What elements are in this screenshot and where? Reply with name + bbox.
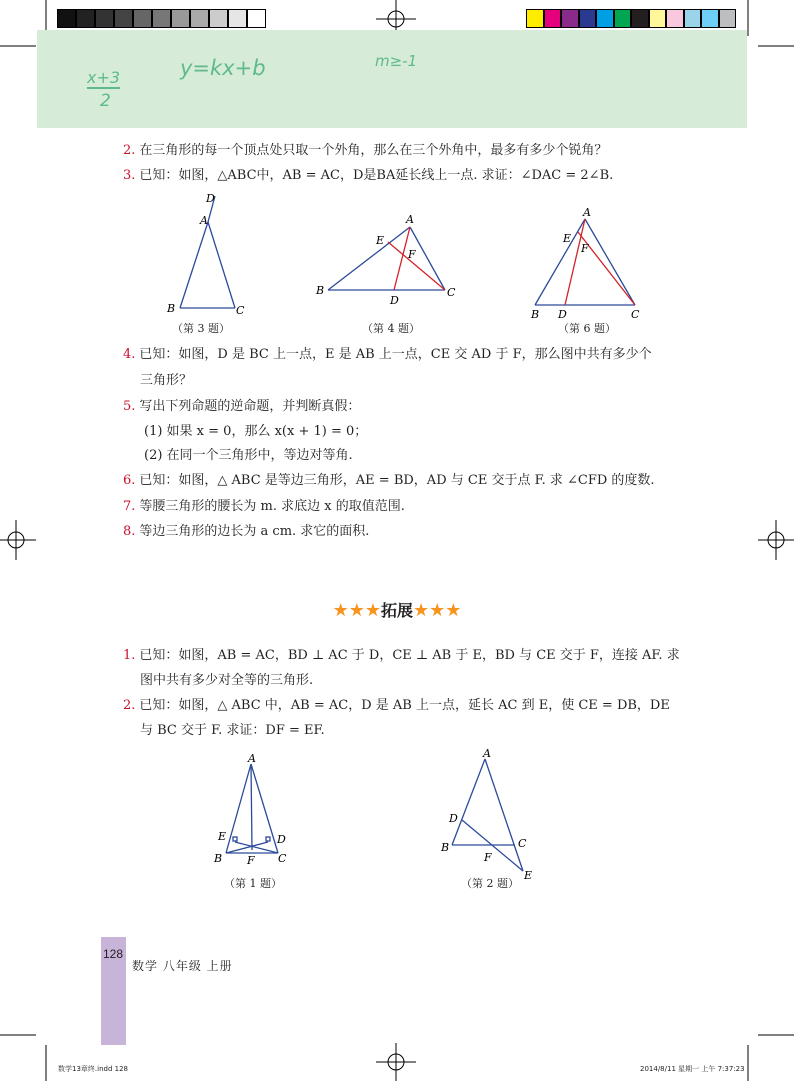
label-A: A [248, 752, 256, 765]
figure-6-caption: （第 6 题） [558, 322, 616, 335]
problem-8 [123, 523, 369, 541]
book-title-footer: 数学 八年级 上册 [132, 959, 233, 973]
page-number-tab [101, 937, 126, 1045]
label-C: C [278, 852, 287, 865]
banner-formula-fraction-top: x+3 [87, 68, 121, 87]
color-swatch [596, 9, 614, 28]
label-F: F [484, 851, 492, 864]
banner-formula-linear: y=kx+b [180, 56, 266, 80]
extension-section-title [0, 598, 794, 621]
label-C: C [447, 286, 456, 299]
problem-5-part-2: (2) 在同一个三角形中，等边对等角. [144, 448, 353, 463]
problem-number: 7. [123, 499, 136, 514]
problem-4 [123, 346, 652, 364]
header-banner [37, 30, 747, 128]
problem-number: 1. [123, 648, 136, 663]
problem-5 [123, 398, 360, 416]
color-swatch [95, 9, 114, 28]
label-B: B [214, 852, 223, 865]
banner-formula-fraction-bottom: 2 [100, 91, 111, 111]
color-swatch [579, 9, 597, 28]
problem-number: 2. [123, 143, 136, 158]
color-swatch [561, 9, 579, 28]
problem-number: 6. [123, 473, 136, 488]
problem-text: 写出下列命题的逆命题，并判断真假： [139, 399, 361, 414]
color-swatch [228, 9, 247, 28]
problem-5-part-1: (1) 如果 x = 0，那么 x(x + 1) = 0； [144, 424, 368, 439]
color-swatch [152, 9, 171, 28]
problem-text: 等腰三角形的腰长为 m. 求底边 x 的取值范围. [139, 499, 405, 514]
color-swatch [631, 9, 649, 28]
slug-date-info: 2014/8/11 星期一 上午 7:37:23 [640, 1065, 745, 1073]
extension-problem-1-continued: 图中共有多少对全等的三角形. [140, 673, 314, 688]
page-number: 128 [103, 947, 124, 961]
label-D: D [390, 294, 399, 307]
problem-3 [123, 167, 613, 185]
label-E: E [524, 869, 533, 882]
color-swatch [649, 9, 667, 28]
color-swatch [114, 9, 133, 28]
star-icon: ★★★ [413, 600, 462, 621]
extension-problem-2 [123, 697, 670, 715]
star-icon: ★★★ [332, 600, 381, 621]
problem-number: 3. [123, 168, 136, 183]
figure-3-caption: （第 3 题） [172, 322, 230, 335]
color-swatch [190, 9, 209, 28]
problem-text: 已知：如图，△ABC中，AB = AC，D是BA延长线上一点. 求证：∠DAC = 2∠B. [139, 168, 614, 183]
color-swatch [614, 9, 632, 28]
color-swatch [544, 9, 562, 28]
label-D: D [277, 833, 286, 846]
color-swatch [247, 9, 266, 28]
label-E: E [563, 232, 572, 245]
label-A: A [583, 206, 591, 219]
figure-4-caption: （第 4 题） [362, 322, 420, 335]
label-B: B [167, 302, 176, 315]
extension-figure-2-caption: （第 2 题） [461, 877, 519, 890]
label-B: B [316, 284, 325, 297]
slug-file-info: 数学13章终.indd 128 [58, 1065, 128, 1073]
problem-text: 已知：如图，D 是 BC 上一点，E 是 AB 上一点，CE 交 AD 于 F，那么图中共有多少个 [139, 347, 652, 362]
color-swatch [57, 9, 76, 28]
label-A: A [200, 214, 208, 227]
figure-3-triangle [160, 190, 260, 320]
color-swatch [526, 9, 544, 28]
extension-figure-1-caption: （第 1 题） [224, 877, 282, 890]
figure-6-triangle [525, 205, 650, 320]
label-C: C [631, 308, 640, 320]
color-swatch [76, 9, 95, 28]
color-swatch [719, 9, 737, 28]
label-A: A [483, 747, 491, 760]
label-B: B [441, 841, 450, 854]
problem-4-continued: 三角形？ [140, 373, 193, 388]
color-swatch [133, 9, 152, 28]
problem-2 [123, 142, 607, 160]
label-F: F [581, 242, 589, 255]
extension-figure-1 [205, 750, 300, 870]
label-E: E [376, 234, 385, 247]
problem-text: 已知：如图，AB = AC，BD ⊥ AC 于 D，CE ⊥ AB 于 E，BD 与 CE 交于 F，连接 AF. 求 [139, 648, 680, 663]
color-swatch [171, 9, 190, 28]
problem-7 [123, 498, 405, 516]
label-D: D [206, 192, 215, 205]
label-A: A [406, 213, 414, 226]
figure-4-triangle [310, 210, 470, 315]
problem-number: 5. [123, 399, 136, 414]
problem-6 [123, 472, 655, 490]
extension-problem-2-continued: 与 BC 交于 F. 求证：DF = EF. [140, 723, 325, 738]
problem-number: 4. [123, 347, 136, 362]
extension-problem-1 [123, 647, 680, 665]
label-D: D [449, 812, 458, 825]
label-F: F [247, 854, 255, 867]
problem-text: 在三角形的每一个顶点处只取一个外角，那么在三个外角中，最多有多少个锐角？ [139, 143, 608, 158]
problem-text: 已知：如图，△ ABC 中，AB = AC，D 是 AB 上一点，延长 AC 到 E，使 CE = DB，DE [139, 698, 670, 713]
color-swatch [701, 9, 719, 28]
extension-title-text: 拓展 [380, 601, 413, 620]
label-F: F [408, 248, 416, 261]
color-swatch [209, 9, 228, 28]
problem-number: 2. [123, 698, 136, 713]
label-C: C [518, 837, 527, 850]
label-B: B [531, 308, 540, 320]
label-E: E [218, 830, 227, 843]
label-D: D [558, 308, 567, 320]
problem-number: 8. [123, 524, 136, 539]
color-swatch [666, 9, 684, 28]
problem-text: 已知：如图，△ ABC 是等边三角形，AE = BD，AD 与 CE 交于点 F. 求 ∠CFD 的度数. [139, 473, 655, 488]
banner-formula-inequality: m≥-1 [375, 52, 418, 70]
problem-text: 等边三角形的边长为 a cm. 求它的面积. [139, 524, 370, 539]
color-swatch [684, 9, 702, 28]
extension-figure-2 [435, 745, 545, 885]
label-C: C [236, 304, 245, 317]
